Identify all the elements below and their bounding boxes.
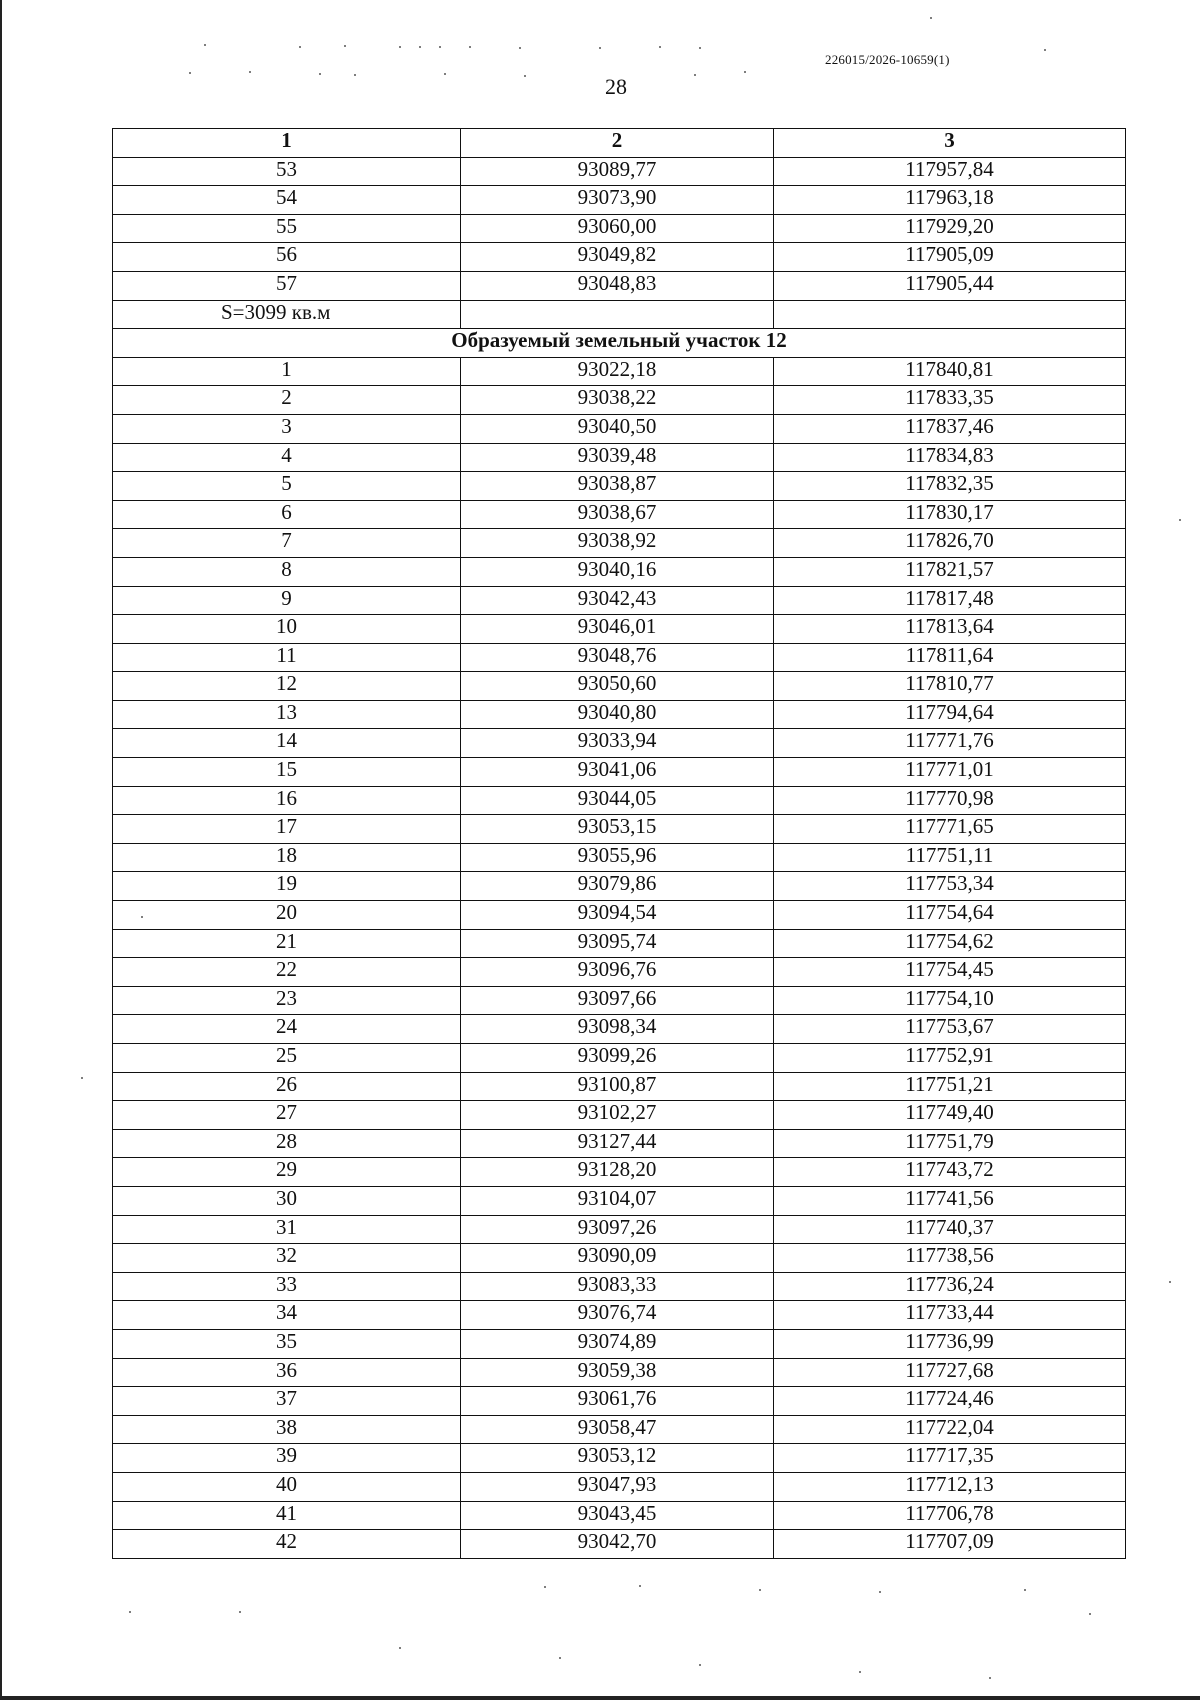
coordinate-y-cell: 117754,45 <box>774 958 1126 987</box>
point-number-cell: 10 <box>113 615 461 644</box>
coordinate-y-cell: 117751,21 <box>774 1072 1126 1101</box>
coordinate-x-cell: 93076,74 <box>461 1301 774 1330</box>
point-number-cell: 53 <box>113 157 461 186</box>
coordinate-x-cell: 93039,48 <box>461 443 774 472</box>
table-row <box>113 786 1126 815</box>
table-row <box>113 1015 1126 1044</box>
coordinate-y-cell: 117833,35 <box>774 386 1126 415</box>
coordinate-x-cell: 93089,77 <box>461 157 774 186</box>
coordinate-y-cell: 117754,10 <box>774 986 1126 1015</box>
point-number-cell: 36 <box>113 1358 461 1387</box>
table-row <box>113 815 1126 844</box>
area-label: S=3099 кв.м <box>113 300 461 329</box>
point-number-cell: 22 <box>113 958 461 987</box>
coordinate-y-cell: 117751,11 <box>774 843 1126 872</box>
table-row <box>113 1501 1126 1530</box>
table-header-row <box>113 129 1126 158</box>
coordinate-x-cell: 93128,20 <box>461 1158 774 1187</box>
table-body-bottom <box>113 357 1126 1558</box>
area-empty-cell <box>461 300 774 329</box>
point-number-cell: 29 <box>113 1158 461 1187</box>
table-row <box>113 1072 1126 1101</box>
coordinate-x-cell: 93058,47 <box>461 1415 774 1444</box>
coordinate-x-cell: 93102,27 <box>461 1101 774 1130</box>
point-number-cell: 14 <box>113 729 461 758</box>
coordinate-y-cell: 117722,04 <box>774 1415 1126 1444</box>
point-number-cell: 27 <box>113 1101 461 1130</box>
coordinate-x-cell: 93038,22 <box>461 386 774 415</box>
table-row <box>113 357 1126 386</box>
coordinate-y-cell: 117733,44 <box>774 1301 1126 1330</box>
coordinate-y-cell: 117821,57 <box>774 557 1126 586</box>
table-row <box>113 472 1126 501</box>
table-row <box>113 557 1126 586</box>
coordinate-x-cell: 93038,67 <box>461 500 774 529</box>
coordinate-x-cell: 93048,83 <box>461 271 774 300</box>
scan-bottom-edge <box>0 1696 1200 1700</box>
coordinate-y-cell: 117830,17 <box>774 500 1126 529</box>
coordinate-x-cell: 93049,82 <box>461 243 774 272</box>
point-number-cell: 56 <box>113 243 461 272</box>
coordinate-y-cell: 117740,37 <box>774 1215 1126 1244</box>
table-row <box>113 1129 1126 1158</box>
coordinate-y-cell: 117794,64 <box>774 700 1126 729</box>
scan-left-edge <box>0 0 2 1700</box>
coordinate-y-cell: 117832,35 <box>774 472 1126 501</box>
coordinate-y-cell: 117749,40 <box>774 1101 1126 1130</box>
table-row <box>113 243 1126 272</box>
point-number-cell: 13 <box>113 700 461 729</box>
point-number-cell: 9 <box>113 586 461 615</box>
coordinate-x-cell: 93083,33 <box>461 1272 774 1301</box>
coordinate-x-cell: 93097,66 <box>461 986 774 1015</box>
coordinate-x-cell: 93073,90 <box>461 186 774 215</box>
coordinate-y-cell: 117751,79 <box>774 1129 1126 1158</box>
coordinate-y-cell: 117840,81 <box>774 357 1126 386</box>
coordinate-y-cell: 117771,76 <box>774 729 1126 758</box>
point-number-cell: 23 <box>113 986 461 1015</box>
point-number-cell: 7 <box>113 529 461 558</box>
coordinate-y-cell: 117712,13 <box>774 1472 1126 1501</box>
coordinate-y-cell: 117963,18 <box>774 186 1126 215</box>
point-number-cell: 54 <box>113 186 461 215</box>
table-row <box>113 1244 1126 1273</box>
coordinate-y-cell: 117741,56 <box>774 1186 1126 1215</box>
coordinate-y-cell: 117929,20 <box>774 214 1126 243</box>
coordinate-x-cell: 93033,94 <box>461 729 774 758</box>
point-number-cell: 33 <box>113 1272 461 1301</box>
point-number-cell: 42 <box>113 1530 461 1559</box>
point-number-cell: 31 <box>113 1215 461 1244</box>
coordinate-x-cell: 93040,80 <box>461 700 774 729</box>
coordinate-y-cell: 117743,72 <box>774 1158 1126 1187</box>
coordinate-y-cell: 117834,83 <box>774 443 1126 472</box>
point-number-cell: 18 <box>113 843 461 872</box>
table-row <box>113 1215 1126 1244</box>
table-body-top <box>113 157 1126 300</box>
coordinate-x-cell: 93094,54 <box>461 901 774 930</box>
coordinate-y-cell: 117771,01 <box>774 758 1126 787</box>
point-number-cell: 24 <box>113 1015 461 1044</box>
table-row <box>113 586 1126 615</box>
table-row <box>113 1186 1126 1215</box>
table-row <box>113 958 1126 987</box>
table-row <box>113 843 1126 872</box>
section-row <box>113 329 1126 358</box>
coordinate-x-cell: 93095,74 <box>461 929 774 958</box>
table-row <box>113 1387 1126 1416</box>
table-row <box>113 643 1126 672</box>
point-number-cell: 26 <box>113 1072 461 1101</box>
document-number: 226015/2026-10659(1) <box>825 52 950 67</box>
point-number-cell: 3 <box>113 414 461 443</box>
point-number-cell: 37 <box>113 1387 461 1416</box>
point-number-cell: 34 <box>113 1301 461 1330</box>
table-row <box>113 529 1126 558</box>
coordinate-x-cell: 93127,44 <box>461 1129 774 1158</box>
table-row <box>113 214 1126 243</box>
coordinate-y-cell: 117736,24 <box>774 1272 1126 1301</box>
table-row <box>113 1444 1126 1473</box>
coordinate-y-cell: 117754,64 <box>774 901 1126 930</box>
coordinate-x-cell: 93096,76 <box>461 958 774 987</box>
coordinate-x-cell: 93104,07 <box>461 1186 774 1215</box>
point-number-cell: 2 <box>113 386 461 415</box>
coordinate-y-cell: 117752,91 <box>774 1044 1126 1073</box>
coordinates-table <box>112 128 1126 1559</box>
table-row <box>113 157 1126 186</box>
coordinate-y-cell: 117717,35 <box>774 1444 1126 1473</box>
point-number-cell: 15 <box>113 758 461 787</box>
coordinate-x-cell: 93079,86 <box>461 872 774 901</box>
coordinate-x-cell: 93022,18 <box>461 357 774 386</box>
coordinate-x-cell: 93048,76 <box>461 643 774 672</box>
table-summary <box>113 300 1126 357</box>
coordinate-x-cell: 93046,01 <box>461 615 774 644</box>
coordinate-x-cell: 93055,96 <box>461 843 774 872</box>
table-row <box>113 615 1126 644</box>
table-row <box>113 901 1126 930</box>
point-number-cell: 16 <box>113 786 461 815</box>
column-header-3: 3 <box>774 129 1126 158</box>
coordinate-x-cell: 93042,43 <box>461 586 774 615</box>
table-row <box>113 700 1126 729</box>
coordinate-x-cell: 93047,93 <box>461 1472 774 1501</box>
point-number-cell: 4 <box>113 443 461 472</box>
coordinate-x-cell: 93053,15 <box>461 815 774 844</box>
coordinate-x-cell: 93042,70 <box>461 1530 774 1559</box>
table-row <box>113 1472 1126 1501</box>
coordinate-x-cell: 93090,09 <box>461 1244 774 1273</box>
coordinate-x-cell: 93074,89 <box>461 1329 774 1358</box>
table-row <box>113 1272 1126 1301</box>
point-number-cell: 57 <box>113 271 461 300</box>
table-row <box>113 929 1126 958</box>
table-row <box>113 1158 1126 1187</box>
section-title: Образуемый земельный участок 12 <box>113 329 1126 358</box>
table-row <box>113 1101 1126 1130</box>
point-number-cell: 11 <box>113 643 461 672</box>
coordinate-x-cell: 93053,12 <box>461 1444 774 1473</box>
point-number-cell: 8 <box>113 557 461 586</box>
coordinate-y-cell: 117811,64 <box>774 643 1126 672</box>
coordinate-y-cell: 117738,56 <box>774 1244 1126 1273</box>
point-number-cell: 35 <box>113 1329 461 1358</box>
point-number-cell: 55 <box>113 214 461 243</box>
table-row <box>113 386 1126 415</box>
table-row <box>113 1301 1126 1330</box>
point-number-cell: 30 <box>113 1186 461 1215</box>
table-row <box>113 186 1126 215</box>
coordinate-x-cell: 93040,16 <box>461 557 774 586</box>
point-number-cell: 41 <box>113 1501 461 1530</box>
table-row <box>113 672 1126 701</box>
coordinate-y-cell: 117837,46 <box>774 414 1126 443</box>
point-number-cell: 12 <box>113 672 461 701</box>
coordinate-x-cell: 93041,06 <box>461 758 774 787</box>
coordinate-x-cell: 93043,45 <box>461 1501 774 1530</box>
coordinate-x-cell: 93061,76 <box>461 1387 774 1416</box>
table-row <box>113 729 1126 758</box>
point-number-cell: 21 <box>113 929 461 958</box>
coordinate-y-cell: 117707,09 <box>774 1530 1126 1559</box>
column-header-1: 1 <box>113 129 461 158</box>
coordinate-y-cell: 117813,64 <box>774 615 1126 644</box>
table-row <box>113 414 1126 443</box>
point-number-cell: 1 <box>113 357 461 386</box>
table-row <box>113 1530 1126 1559</box>
point-number-cell: 40 <box>113 1472 461 1501</box>
coordinate-x-cell: 93044,05 <box>461 786 774 815</box>
table-row <box>113 1044 1126 1073</box>
coordinate-y-cell: 117810,77 <box>774 672 1126 701</box>
point-number-cell: 39 <box>113 1444 461 1473</box>
point-number-cell: 25 <box>113 1044 461 1073</box>
point-number-cell: 17 <box>113 815 461 844</box>
point-number-cell: 19 <box>113 872 461 901</box>
point-number-cell: 38 <box>113 1415 461 1444</box>
coordinate-y-cell: 117724,46 <box>774 1387 1126 1416</box>
page-number: 28 <box>605 74 627 99</box>
coordinate-x-cell: 93099,26 <box>461 1044 774 1073</box>
coordinate-y-cell: 117753,67 <box>774 1015 1126 1044</box>
coordinate-y-cell: 117736,99 <box>774 1329 1126 1358</box>
table-row <box>113 1358 1126 1387</box>
point-number-cell: 6 <box>113 500 461 529</box>
coordinate-x-cell: 93059,38 <box>461 1358 774 1387</box>
coordinate-x-cell: 93100,87 <box>461 1072 774 1101</box>
table-row <box>113 1415 1126 1444</box>
coordinate-y-cell: 117817,48 <box>774 586 1126 615</box>
coordinate-x-cell: 93050,60 <box>461 672 774 701</box>
point-number-cell: 5 <box>113 472 461 501</box>
coordinate-x-cell: 93060,00 <box>461 214 774 243</box>
coordinate-y-cell: 117905,09 <box>774 243 1126 272</box>
table-row <box>113 1329 1126 1358</box>
area-empty-cell <box>774 300 1126 329</box>
column-header-2: 2 <box>461 129 774 158</box>
coordinate-x-cell: 93097,26 <box>461 1215 774 1244</box>
coordinate-x-cell: 93038,92 <box>461 529 774 558</box>
point-number-cell: 20 <box>113 901 461 930</box>
table-row <box>113 872 1126 901</box>
table-row <box>113 758 1126 787</box>
coordinate-x-cell: 93038,87 <box>461 472 774 501</box>
coordinate-y-cell: 117771,65 <box>774 815 1126 844</box>
coordinate-y-cell: 117905,44 <box>774 271 1126 300</box>
coordinate-y-cell: 117706,78 <box>774 1501 1126 1530</box>
table-row <box>113 271 1126 300</box>
point-number-cell: 28 <box>113 1129 461 1158</box>
coordinate-y-cell: 117727,68 <box>774 1358 1126 1387</box>
coordinate-x-cell: 93040,50 <box>461 414 774 443</box>
table-header <box>113 129 1126 158</box>
table-row <box>113 500 1126 529</box>
table-row <box>113 443 1126 472</box>
coordinate-y-cell: 117754,62 <box>774 929 1126 958</box>
coordinate-y-cell: 117957,84 <box>774 157 1126 186</box>
coordinate-y-cell: 117753,34 <box>774 872 1126 901</box>
coordinate-y-cell: 117826,70 <box>774 529 1126 558</box>
table-row <box>113 986 1126 1015</box>
coordinate-y-cell: 117770,98 <box>774 786 1126 815</box>
point-number-cell: 32 <box>113 1244 461 1273</box>
coordinate-x-cell: 93098,34 <box>461 1015 774 1044</box>
area-row <box>113 300 1126 329</box>
